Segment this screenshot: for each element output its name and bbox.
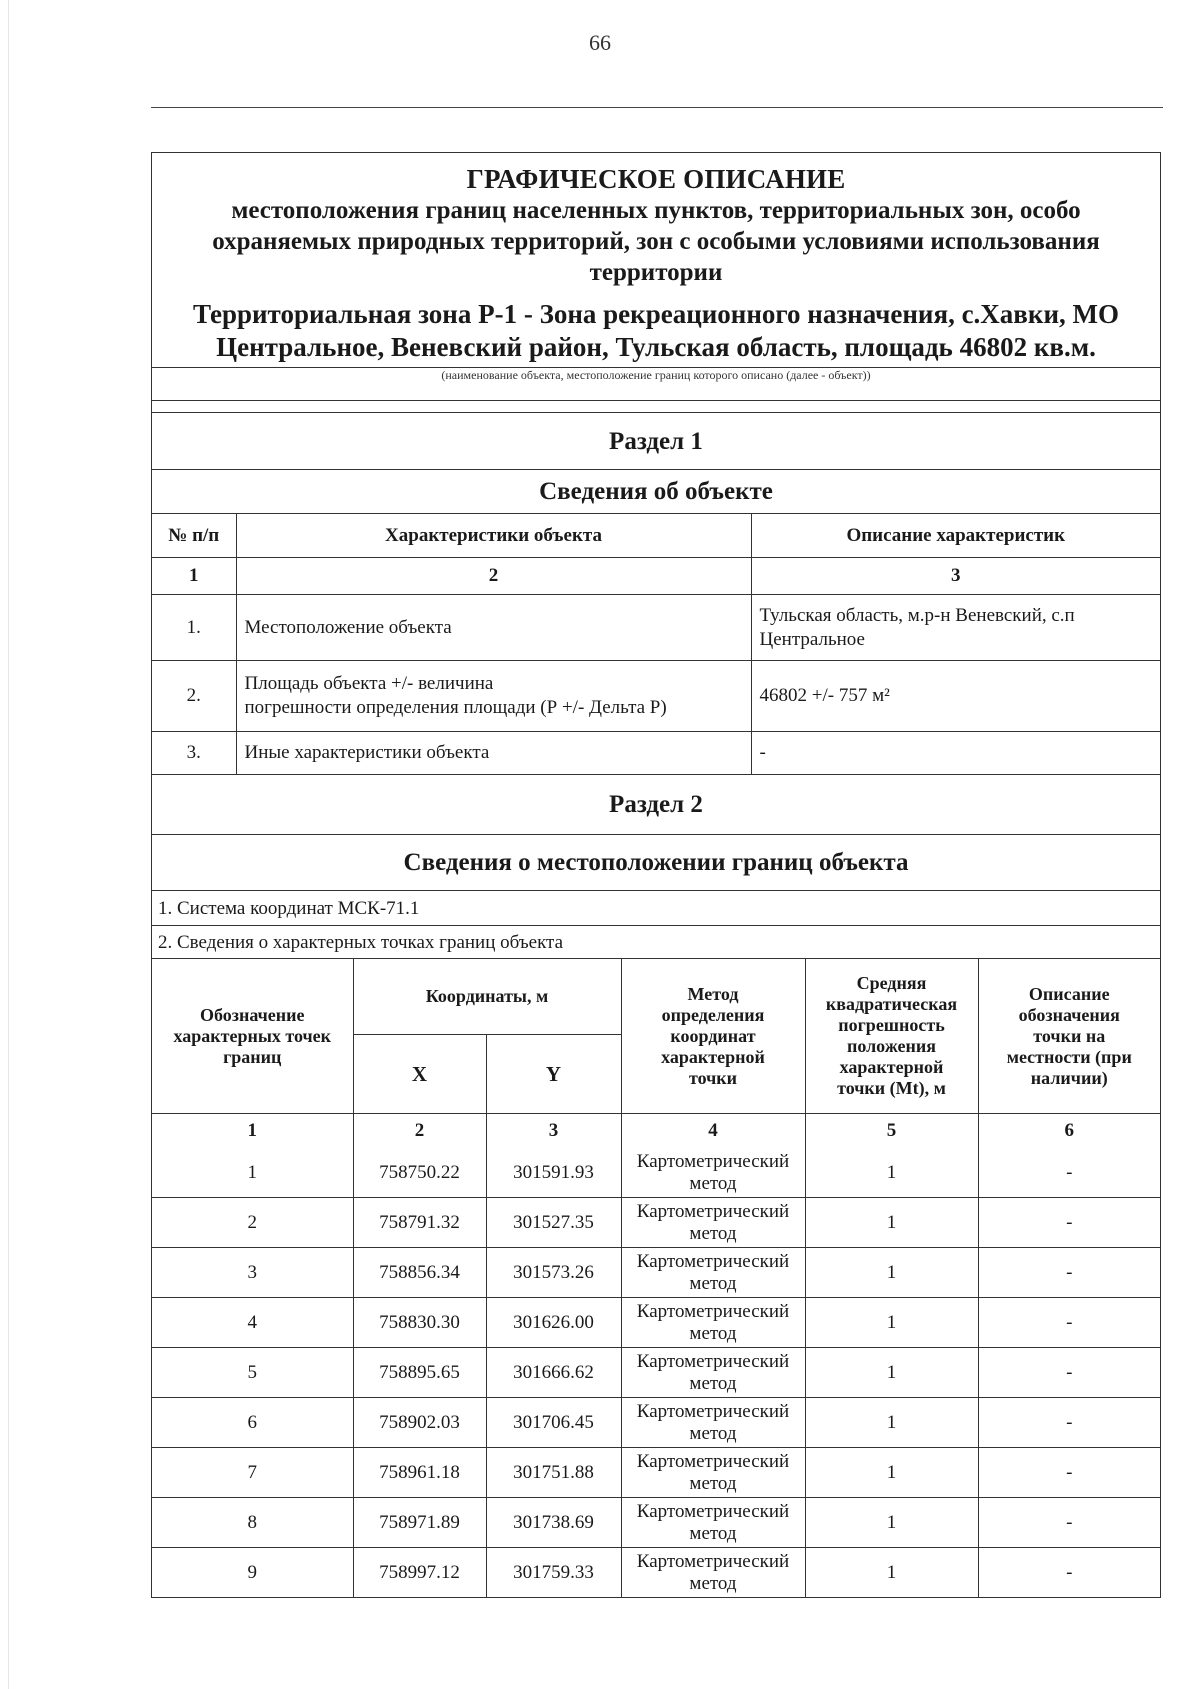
- header-line: обозначения: [1018, 1004, 1120, 1025]
- coordinate-system: 1. Система координат МСК-71.1: [152, 891, 1160, 926]
- method-cell: [621, 1298, 805, 1348]
- method-line: Картометрический: [636, 1250, 790, 1272]
- column-number: 3: [486, 1114, 621, 1149]
- coord-y: 301706.45: [486, 1398, 621, 1448]
- method-line: метод: [689, 1172, 737, 1194]
- header-line: наличии): [1030, 1067, 1108, 1088]
- header-line: точки на: [1033, 1025, 1106, 1046]
- mt-value: 1: [805, 1398, 978, 1448]
- header-line: границ: [223, 1046, 282, 1067]
- mt-value: 1: [805, 1298, 978, 1348]
- method-line: метод: [689, 1572, 737, 1594]
- coord-x: 758971.89: [353, 1498, 486, 1548]
- section1-subheading: Сведения об объекте: [152, 470, 1160, 514]
- characteristic-cell: Иные характеристики объекта: [236, 732, 751, 775]
- column-number-row: [152, 1114, 1160, 1149]
- table-row: [152, 595, 1160, 661]
- point-id: 5: [152, 1348, 353, 1398]
- column-header: № п/п: [152, 514, 236, 558]
- coord-y: 301626.00: [486, 1298, 621, 1348]
- method-line: Картометрический: [636, 1200, 790, 1222]
- coord-y: 301751.88: [486, 1448, 621, 1498]
- mt-value: 1: [805, 1448, 978, 1498]
- title-subtitle-line: охраняемых природных территорий, зон с особыми условиями использования: [212, 228, 1100, 255]
- object-caption: (наименование объекта, местоположение границ которого описано (далее - объект)): [152, 368, 1160, 401]
- point-id: 4: [152, 1298, 353, 1348]
- column-number: 3: [751, 558, 1160, 595]
- method-cell: [621, 1348, 805, 1398]
- coord-x: 758961.18: [353, 1448, 486, 1498]
- row-number: 1.: [152, 595, 236, 661]
- table-row: [152, 1248, 1160, 1298]
- object-info-table: [152, 514, 1160, 774]
- row-number: 3.: [152, 732, 236, 775]
- point-description: -: [978, 1448, 1160, 1498]
- section1-heading: Раздел 1: [152, 413, 1160, 470]
- points-caption: 2. Сведения о характерных точках границ объекта: [152, 926, 1160, 959]
- section2-subheading: Сведения о местоположении границ объекта: [152, 835, 1160, 891]
- points-body: [152, 1148, 1160, 1597]
- table-row: [152, 1398, 1160, 1448]
- coord-x: 758997.12: [353, 1548, 486, 1598]
- table-row: [152, 1298, 1160, 1348]
- table-row: [152, 1198, 1160, 1248]
- description-cell: [751, 595, 1160, 661]
- characteristic-line: Площадь объекта +/- величина: [244, 673, 494, 694]
- column-header-x: X: [353, 1035, 486, 1114]
- point-description: -: [978, 1548, 1160, 1598]
- point-description: -: [978, 1348, 1160, 1398]
- coord-x: 758856.34: [353, 1248, 486, 1298]
- column-header: Характеристики объекта: [236, 514, 751, 558]
- point-description: -: [978, 1148, 1160, 1198]
- header-line: квадратическая: [825, 994, 958, 1014]
- title-block: [152, 153, 1160, 368]
- method-line: метод: [689, 1422, 737, 1444]
- mt-value: 1: [805, 1198, 978, 1248]
- point-description: -: [978, 1398, 1160, 1448]
- header-line: Метод: [687, 983, 739, 1004]
- section2-heading: Раздел 2: [152, 775, 1160, 835]
- method-line: Картометрический: [636, 1450, 790, 1472]
- title-subtitle-line: территории: [589, 259, 723, 286]
- method-line: Картометрический: [636, 1500, 790, 1522]
- column-number-row: [152, 558, 1160, 595]
- column-header-method: [621, 959, 805, 1114]
- coord-y: 301527.35: [486, 1198, 621, 1248]
- table-header-row: [152, 959, 1160, 1035]
- title-subtitle-line: местоположения границ населенных пунктов, территориальных зон, особо: [231, 197, 1081, 224]
- characteristic-cell: Местоположение объекта: [236, 595, 751, 661]
- coord-y: 301666.62: [486, 1348, 621, 1398]
- header-line: местности (при: [1006, 1046, 1132, 1067]
- column-header-description: [978, 959, 1160, 1114]
- header-line: точки: [688, 1067, 738, 1088]
- header-line: определения: [661, 1004, 765, 1025]
- points-table-wrap: [152, 959, 1160, 1597]
- object-info-table-wrap: [152, 514, 1160, 775]
- table-header-row: [152, 514, 1160, 558]
- column-number: 1: [152, 1114, 353, 1149]
- column-number: 1: [152, 558, 236, 595]
- mt-value: 1: [805, 1548, 978, 1598]
- method-line: метод: [689, 1522, 737, 1544]
- column-header-designation: [152, 959, 353, 1114]
- method-cell: [621, 1248, 805, 1298]
- table-row: [152, 732, 1160, 775]
- description-line: Центральное: [759, 628, 865, 650]
- description-cell: -: [751, 732, 1160, 775]
- method-line: метод: [689, 1322, 737, 1344]
- table-row: [152, 1548, 1160, 1598]
- mt-value: 1: [805, 1348, 978, 1398]
- column-number: 5: [805, 1114, 978, 1149]
- page-number: 66: [589, 30, 611, 55]
- table-row: [152, 661, 1160, 732]
- column-number: 4: [621, 1114, 805, 1149]
- method-line: метод: [689, 1272, 737, 1294]
- header-line: характерной: [839, 1057, 944, 1077]
- method-line: Картометрический: [636, 1300, 790, 1322]
- point-description: -: [978, 1248, 1160, 1298]
- column-header-y: Y: [486, 1035, 621, 1114]
- header-line: точки (Mt), м: [837, 1078, 946, 1098]
- header-line: положения: [846, 1036, 937, 1056]
- method-line: Картометрический: [636, 1350, 790, 1372]
- point-id: 1: [152, 1148, 353, 1198]
- coord-x: 758750.22: [353, 1148, 486, 1198]
- method-cell: [621, 1448, 805, 1498]
- zone-name-line: Территориальная зона Р-1 - Зона рекреационного назначения, с.Хавки, МО: [193, 299, 1119, 329]
- characteristic-line: погрешности определения площади (Р +/- Дельта Р): [244, 697, 667, 718]
- zone-name-line: Центральное, Веневский район, Тульская область, площадь 46802 кв.м.: [216, 332, 1096, 362]
- header-line: характерных точек: [173, 1025, 332, 1046]
- coord-y: 301573.26: [486, 1248, 621, 1298]
- point-description: -: [978, 1298, 1160, 1348]
- point-id: 7: [152, 1448, 353, 1498]
- table-row: [152, 1148, 1160, 1198]
- point-id: 3: [152, 1248, 353, 1298]
- method-cell: [621, 1148, 805, 1198]
- characteristic-cell: [236, 661, 751, 732]
- point-description: -: [978, 1498, 1160, 1548]
- header-line: координат: [670, 1025, 756, 1046]
- coord-y: 301738.69: [486, 1498, 621, 1548]
- method-cell: [621, 1198, 805, 1248]
- table-row: [152, 1348, 1160, 1398]
- method-cell: [621, 1548, 805, 1598]
- method-line: метод: [689, 1372, 737, 1394]
- coord-y: 301591.93: [486, 1148, 621, 1198]
- scan-margin-line: [8, 0, 9, 1689]
- document-title: ГРАФИЧЕСКОЕ ОПИСАНИЕ: [466, 164, 846, 194]
- header-line: Описание: [1028, 983, 1110, 1004]
- point-id: 2: [152, 1198, 353, 1248]
- method-line: Картометрический: [636, 1550, 790, 1572]
- method-cell: [621, 1398, 805, 1448]
- column-header-error: [805, 959, 978, 1114]
- column-header: Описание характеристик: [751, 514, 1160, 558]
- coord-x: 758791.32: [353, 1198, 486, 1248]
- header-line: характерной: [661, 1046, 765, 1067]
- method-line: метод: [689, 1472, 737, 1494]
- column-header-coordinates: Координаты, м: [353, 959, 621, 1035]
- header-divider: [151, 107, 1163, 108]
- coord-x: 758895.65: [353, 1348, 486, 1398]
- column-number: 2: [353, 1114, 486, 1149]
- mt-value: 1: [805, 1248, 978, 1298]
- column-number: 6: [978, 1114, 1160, 1149]
- table-row: [152, 1448, 1160, 1498]
- row-number: 2.: [152, 661, 236, 732]
- point-id: 9: [152, 1548, 353, 1598]
- column-number: 2: [236, 558, 751, 595]
- description-cell: 46802 +/- 757 м²: [751, 661, 1160, 732]
- document-frame: [151, 152, 1161, 1598]
- point-description: -: [978, 1198, 1160, 1248]
- coord-y: 301759.33: [486, 1548, 621, 1598]
- method-line: Картометрический: [636, 1150, 790, 1172]
- description-line: Тульская область, м.р-н Веневский, с.п: [759, 604, 1075, 626]
- point-id: 8: [152, 1498, 353, 1548]
- coord-x: 758902.03: [353, 1398, 486, 1448]
- method-line: Картометрический: [636, 1400, 790, 1422]
- method-cell: [621, 1498, 805, 1548]
- header-line: Средняя: [856, 973, 927, 993]
- boundary-points-table: [152, 959, 1160, 1597]
- header-line: погрешность: [838, 1015, 945, 1035]
- mt-value: 1: [805, 1148, 978, 1198]
- spacer: [152, 401, 1160, 413]
- table-row: [152, 1498, 1160, 1548]
- header-line: Обозначение: [199, 1004, 305, 1025]
- point-id: 6: [152, 1398, 353, 1448]
- method-line: метод: [689, 1222, 737, 1244]
- mt-value: 1: [805, 1498, 978, 1548]
- coord-x: 758830.30: [353, 1298, 486, 1348]
